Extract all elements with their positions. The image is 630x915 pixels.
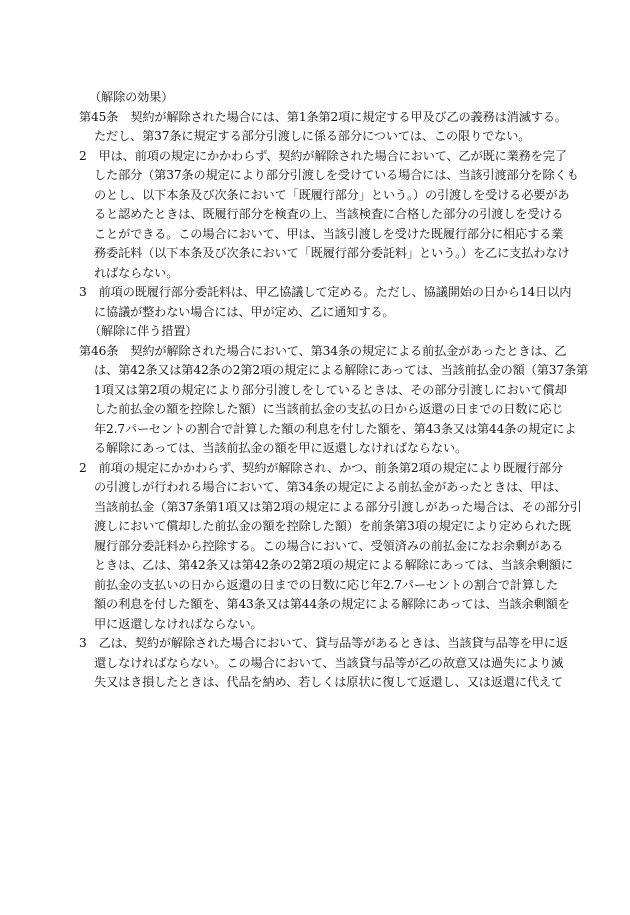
article-46-line: は、第42条又は第42条の2第2項の規定による解除にあっては、当該前払金の額（第37条第 (94, 363, 589, 377)
article-46-para-2-line: 履行部分委託料から控除する。この場合において、受領済みの前払金になお余剰がある (94, 538, 564, 553)
article-45-para-2-line: した部分（第37条の規定により部分引渡しを受けている場合には、当該引渡部分を除くも (94, 168, 579, 182)
article-46-para-3-line: 失又はき損したときは、代品を納め、若しくは原状に復して返還し、又は返還に代えて (94, 675, 563, 689)
article-46-line: した前払金の額を控除した額）に当該前払金の支払の日から返還の日までの日数に応じ (94, 402, 564, 416)
article-45-para-3-line: 3 前項の既履行部分委託料は、甲乙協議して定める。ただし、協議開始の日から14日以内 (79, 285, 572, 299)
section-heading: （解除に伴う措置） (89, 324, 198, 338)
article-45-line: 第45条 契約が解除された場合には、第1条第2項に規定する甲及び乙の義務は消滅する。 (79, 109, 567, 124)
article-46-para-3-line: 還しなければならない。この場合において、当該貸与品等が乙の故意又は過失により滅 (94, 655, 564, 670)
article-45-para-2-line: のとし、以下本条及び次条において「既履行部分」という。）の引渡しを受ける必要があ (94, 187, 570, 202)
article-46-para-2-line: 前払金の支払いの日から返還の日までの日数に応じ年2.7パーセントの割合で計算した (94, 577, 559, 592)
article-46-para-2-line: 額の利息を付した額を、第43条又は第44条の規定による解除にあっては、当該余剰額を (94, 597, 570, 611)
article-46-para-2-line: 当該前払金（第37条第1項又は第2項の規定による部分引渡しがあった場合は、その部分引 (94, 499, 582, 514)
article-45-para-2-line: ればならない。 (94, 265, 179, 280)
article-46-line: 年2.7パーセントの割合で計算した額の利息を付した額を、第43条又は第44条の規定によ (94, 421, 577, 436)
article-46-para-2-line: 甲に返還しなければならない。 (94, 616, 263, 631)
article-46-para-3-line: 3 乙は、契約が解除された場合において、貸与品等があるときは、当該貸与品等を甲に返 (79, 636, 568, 650)
article-46-line: 1項又は第2項の規定により部分引渡しをしているときは、その部分引渡しにおいて償却 (94, 382, 567, 397)
article-45-para-2-line: ると認めたときは、既履行部分を検査の上、当該検査に合格した部分の引渡しを受ける (94, 207, 564, 221)
article-46-para-2-line: ときは、乙は、第42条又は第42条の2第2項の規定による解除にあっては、当該余剰額に (94, 558, 573, 572)
section-heading: （解除の効果） (89, 90, 174, 104)
article-45-line: ただし、第37条に規定する部分引渡しに係る部分については、この限りでない。 (94, 129, 531, 143)
article-45-para-3-line: に協議が整わない場合には、甲が定め、乙に通知する。 (94, 304, 395, 319)
article-46-para-2-line: 2 前項の規定にかかわらず、契約が解除され、かつ、前条第2項の規定により既履行部分 (79, 460, 563, 475)
article-45-para-2-line: 2 甲は、前項の規定にかかわらず、契約が解除された場合において、乙が既に業務を完了 (79, 148, 567, 163)
article-45-para-2-line: ことができる。この場合において、甲は、当該引渡しを受けた既履行部分に相応する業 (94, 226, 564, 241)
article-45-para-2-line: 務委託料（以下本条及び次条において「既履行部分委託料」という。）を乙に支払わなけ (94, 246, 570, 260)
article-46-para-2-line: の引渡しが行われる場合において、第34条の規定による前払金があったときは、甲は、 (94, 480, 567, 494)
article-46-line: 第46条 契約が解除された場合において、第34条の規定による前払金があったときは、乙 (79, 343, 567, 358)
article-46-para-2-line: 渡しにおいて償却した前払金の額を控除した額）を前条第3項の規定により定められた既 (94, 519, 572, 533)
article-46-line: る解除にあっては、当該前払金の額を甲に返還しなければならない。 (94, 441, 468, 455)
